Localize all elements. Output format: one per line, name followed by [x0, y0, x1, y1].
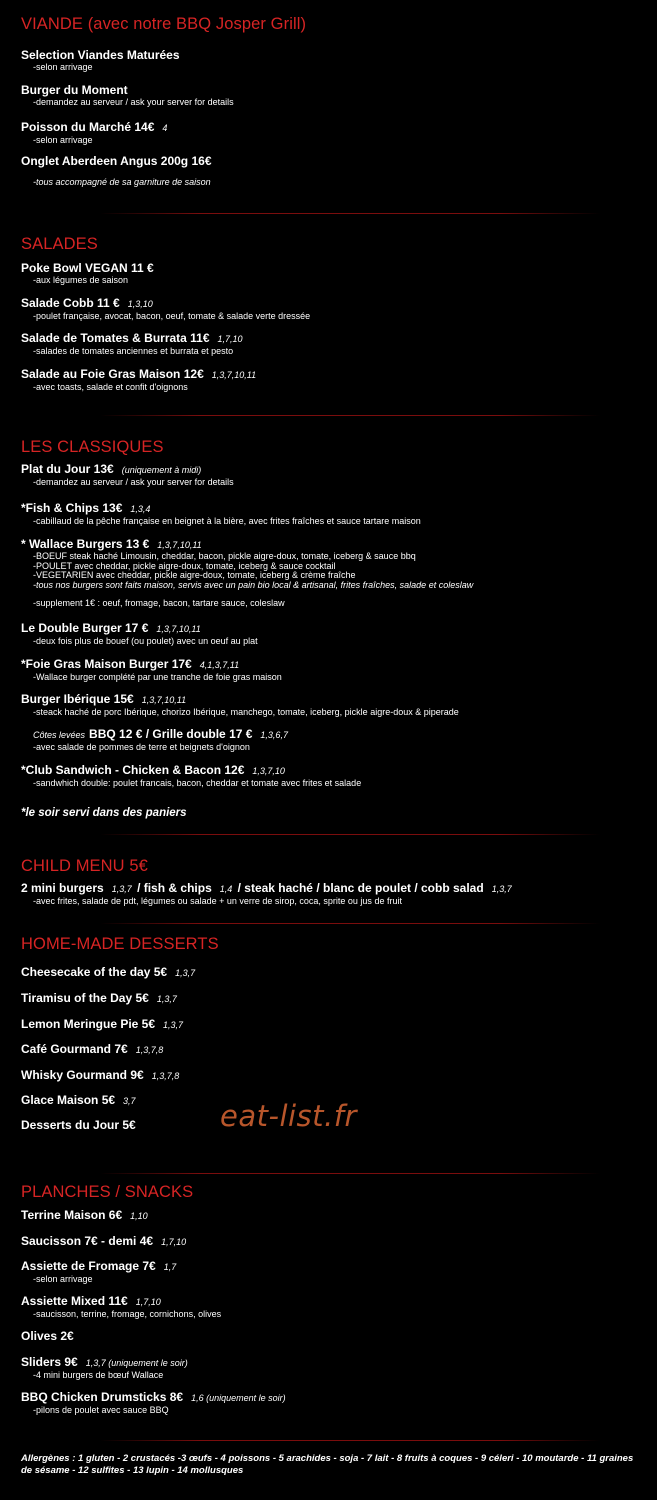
menu-item — [21, 1017, 641, 1032]
item-allergens: 1,7 — [163, 1262, 177, 1272]
item-name: Salade au Foie Gras Maison 12€ 1,3,7,10,11 — [21, 367, 257, 381]
item-name: BBQ Chicken Drumsticks 8€ 1,6 (uniquement le soir) — [21, 1390, 286, 1404]
section-note: -tous accompagné de sa garniture de saison — [33, 177, 211, 187]
item-desc: -deux fois plus de bouef (ou poulet) avec un oeuf au plat — [33, 636, 258, 646]
item-name: Assiette Mixed 11€ 1,7,10 — [21, 1294, 161, 1308]
item-desc: -saucisson, terrine, fromage, cornichons, olives — [33, 1309, 222, 1319]
item-desc: -4 mini burgers de bœuf Wallace — [33, 1370, 164, 1380]
menu-item — [21, 1355, 641, 1380]
item-name: Café Gourmand 7€ 1,3,7,8 — [21, 1042, 164, 1056]
section-salades — [21, 234, 621, 392]
item-name: Le Double Burger 17 € 1,3,7,10,11 — [21, 621, 201, 635]
item-name: Burger du Moment — [21, 83, 128, 97]
item-name: Olives 2€ — [21, 1329, 74, 1343]
watermark: eat-list.fr — [220, 1099, 357, 1133]
menu-item — [21, 1068, 641, 1083]
item-name: Poisson du Marché 14€ 4 — [21, 120, 168, 134]
item-name: Onglet Aberdeen Angus 200g 16€ — [21, 154, 212, 168]
item-allergens: 1,3,7,10,11 — [141, 695, 187, 705]
menu-item — [21, 462, 641, 487]
item-desc: -steack haché de porc Ibérique, chorizo Ibérique, manchego, tomate, iceberg, pickle aigre-doux & piperade — [33, 707, 459, 717]
section-footnote: *le soir servi dans des paniers — [21, 807, 187, 819]
menu-item — [21, 367, 641, 392]
item-desc: -avec frites, salade de pdt, légumes ou salade + un verre de sirop, coca, sprite ou jus de fruit — [33, 896, 402, 906]
item-name: Sliders 9€ 1,3,7 (uniquement le soir) — [21, 1355, 188, 1369]
item-desc: -cabillaud de la pêche française en beignet à la bière, avec frites fraîches et sauce tartare maison — [33, 516, 421, 526]
item-desc: -poulet française, avocat, bacon, oeuf, tomate & salade verte dressée — [33, 311, 311, 321]
item-name: *Fish & Chips 13€ 1,3,4 — [21, 501, 151, 515]
menu-item — [21, 991, 641, 1006]
item-desc: -sandwhich double: poulet francais, bacon, cheddar et tomate avec frites et salade — [33, 778, 362, 788]
section-viande — [21, 14, 621, 187]
item-name: 2 mini burgers 1,3,7 / fish & chips 1,4 / steak haché / blanc de poulet / cobb salad 1,3,7 — [21, 881, 512, 895]
item-supplement: -supplement 1€ : oeuf, fromage, bacon, tartare sauce, coleslaw — [33, 598, 285, 608]
menu-item — [21, 501, 641, 526]
item-allergens: 1,6 (uniquement le soir) — [191, 1393, 286, 1403]
item-name: Lemon Meringue Pie 5€ 1,3,7 — [21, 1017, 184, 1031]
item-name: Tiramisu of the Day 5€ 1,3,7 — [21, 991, 177, 1005]
menu-item — [21, 154, 641, 168]
item-allergens: 1,7,10 — [135, 1297, 161, 1307]
item-allergens: 1,7,10 — [217, 334, 243, 344]
item-name: Burger Ibérique 15€ 1,3,7,10,11 — [21, 692, 187, 706]
section-title-salades: SALADES — [21, 235, 98, 253]
item-allergens: 4,1,3,7,11 — [199, 660, 240, 670]
divider — [100, 834, 600, 835]
item-allergens: 3,7 — [123, 1096, 136, 1106]
item-allergens: 1,3,7 — [491, 884, 512, 894]
menu-item — [21, 120, 641, 145]
menu-item — [21, 621, 641, 646]
menu-item — [21, 1208, 641, 1223]
item-desc: -POULET avec cheddar, pickle aigre-doux, tomate, iceberg & sauce cocktail — [33, 560, 336, 571]
menu-item — [21, 537, 641, 608]
menu-item — [21, 331, 641, 356]
item-desc: -BOEUF steak haché Limousin, cheddar, bacon, pickle aigre-doux, tomate, iceberg & sauce bbq — [33, 551, 416, 561]
item-allergens: 1,3,7,10,11 — [211, 370, 257, 380]
item-allergens: 1,3,7,10,11 — [156, 624, 201, 634]
divider — [100, 415, 600, 416]
menu-item — [21, 48, 641, 72]
menu-item — [21, 1390, 641, 1415]
item-allergens: 1,3,7,8 — [151, 1071, 180, 1081]
item-allergens: 1,3,7 — [156, 994, 177, 1004]
menu-item — [21, 1294, 641, 1319]
item-allergens: 1,3,6,7 — [260, 730, 288, 740]
section-title-child: CHILD MENU 5€ — [21, 857, 148, 875]
item-allergens: 1,7,10 — [161, 1237, 187, 1247]
item-allergens: 4 — [162, 123, 168, 133]
item-name: Poke Bowl VEGAN 11 € — [21, 261, 154, 275]
item-allergens: 1,3,7 — [163, 1020, 184, 1030]
section-planches — [21, 1182, 621, 1415]
item-allergens: 1,3,7,8 — [135, 1045, 164, 1055]
menu-item — [21, 1234, 641, 1249]
menu-item — [21, 296, 641, 321]
item-allergens: 1,3,7,10 — [252, 766, 285, 776]
section-classiques — [21, 437, 621, 819]
section-title-desserts: HOME-MADE DESSERTS — [21, 935, 219, 953]
item-name: Assiette de Fromage 7€ 1,7 — [21, 1259, 177, 1273]
item-allergens: 1,3,7 (uniquement le soir) — [85, 1358, 188, 1368]
item-allergens: 1,3,4 — [130, 504, 151, 514]
item-name: Glace Maison 5€ 3,7 — [21, 1093, 136, 1107]
item-allergens: 1,3,7,10,11 — [157, 540, 202, 550]
item-name: Plat du Jour 13€ (uniquement à midi) — [21, 462, 202, 476]
item-name: Terrine Maison 6€ 1,10 — [21, 1208, 148, 1222]
item-name: *Club Sandwich - Chicken & Bacon 12€ 1,3,7,10 — [21, 763, 285, 777]
item-name: Salade Cobb 11 € 1,3,10 — [21, 296, 153, 310]
item-name: *Foie Gras Maison Burger 17€ 4,1,3,7,11 — [21, 657, 240, 671]
item-desc: -Wallace burger complété par une tranche de foie gras maison — [33, 672, 282, 682]
divider — [100, 923, 600, 924]
section-title-viande: VIANDE (avec notre BBQ Josper Grill) — [21, 15, 307, 33]
item-desc: -aux légumes de saison — [33, 275, 129, 285]
item-desc: -VEGETARIEN avec cheddar, pickle aigre-doux, tomate, iceberg & crème fraîche — [33, 570, 356, 580]
item-allergens: 1,3,7 — [111, 884, 132, 894]
item-desc: -tous nos burgers sont faits maison, servis avec un pain bio local & artisanal, frites fraîches, salade et coleslaw — [33, 579, 474, 590]
item-allergens: 1,3,10 — [127, 299, 153, 309]
allergens-legend: Allergènes : 1 gluten - 2 crustacés -3 œufs - 4 poissons - 5 arachides - soja - 7 lait - 8 fruits à coques - 9 céleri - 10 moutarde - 11 graines de sésame - 12 sulfites - 13 lupin - 14 mollusques — [21, 1453, 634, 1476]
item-desc: -salades de tomates anciennes et burrata et pesto — [33, 346, 234, 356]
menu-item — [21, 1042, 641, 1057]
menu-item — [21, 1259, 641, 1284]
item-desc: -demandez au serveur / ask your server for details — [33, 97, 234, 107]
item-desc: -selon arrivage — [33, 135, 93, 145]
section-child — [21, 856, 621, 906]
item-desc: -pilons de poulet avec sauce BBQ — [33, 1405, 169, 1415]
menu-item — [21, 692, 641, 717]
item-name: Saucisson 7€ - demi 4€ 1,7,10 — [21, 1234, 187, 1248]
item-allergens: 1,10 — [130, 1211, 148, 1221]
item-extra: (uniquement à midi) — [121, 465, 202, 475]
item-name: Côtes levées BBQ 12 € / Grille double 17 € 1,3,6,7 — [33, 727, 288, 741]
item-name: Selection Viandes Maturées — [21, 48, 180, 62]
item-allergens: 1,3,7 — [175, 968, 196, 978]
section-title-planches: PLANCHES / SNACKS — [21, 1183, 194, 1201]
item-desc: -avec toasts, salade et confit d'oignons — [33, 382, 188, 392]
item-name: * Wallace Burgers 13 € 1,3,7,10,11 — [21, 537, 202, 551]
divider — [100, 1440, 600, 1441]
menu-item — [21, 965, 641, 980]
item-name: Desserts du Jour 5€ — [21, 1118, 136, 1132]
item-allergens: 1,4 — [219, 884, 233, 894]
divider — [100, 1173, 600, 1174]
menu-item — [21, 657, 641, 682]
menu-item — [21, 763, 641, 788]
item-desc: -avec salade de pommes de terre et beignets d'oignon — [33, 742, 250, 752]
item-desc: -demandez au serveur / ask your server for details — [33, 477, 234, 487]
item-name: Whisky Gourmand 9€ 1,3,7,8 — [21, 1068, 180, 1082]
menu-item — [21, 83, 641, 107]
menu-item — [33, 727, 653, 752]
item-desc: -selon arrivage — [33, 62, 93, 72]
item-desc: -selon arrivage — [33, 1274, 93, 1284]
section-title-classiques: LES CLASSIQUES — [21, 438, 164, 456]
menu-item — [21, 1329, 641, 1343]
menu-item — [21, 881, 641, 906]
item-prefix: Côtes levées — [33, 730, 86, 740]
item-name: Salade de Tomates & Burrata 11€ 1,7,10 — [21, 331, 243, 345]
item-name: Cheesecake of the day 5€ 1,3,7 — [21, 965, 196, 979]
menu-item — [21, 261, 641, 285]
divider — [100, 213, 600, 214]
